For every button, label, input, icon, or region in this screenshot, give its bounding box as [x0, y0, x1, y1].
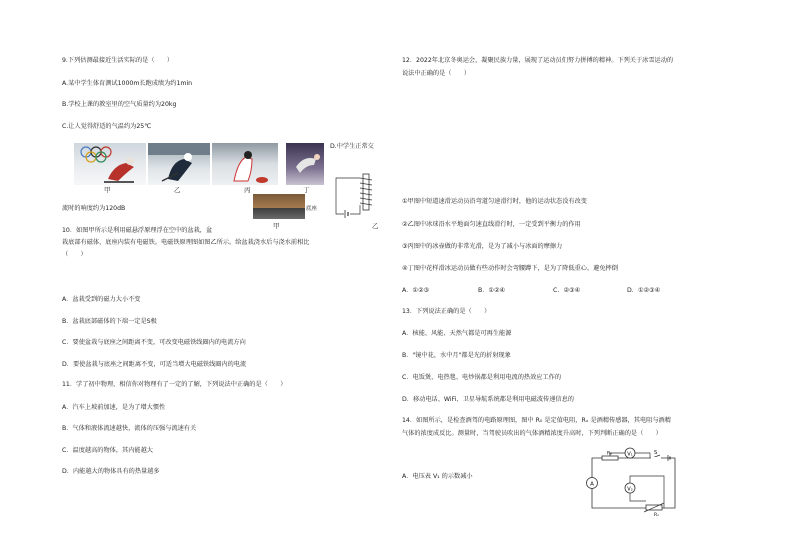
q12-option-a: A．①②③	[402, 287, 430, 294]
q11-option-c: C．温度越高的物体，其内能越大	[62, 447, 153, 454]
svg-text:S: S	[654, 450, 658, 456]
q10-stem-2: 栽底部有磁体，底座内装有电磁铁。电磁铁原理图如图乙所示。给盆栽浇水后与浇水前相比	[62, 239, 310, 246]
q12-option-c: C．②③④	[553, 287, 581, 294]
caption-yi: 乙	[174, 186, 181, 194]
q9-option-d-head: D.中学生正常交	[330, 143, 374, 150]
q12-statement-4: ④丁图中花样滑冰运动员做有些动作时会弯腰蹲下，是为了降低重心，避免摔倒	[402, 265, 618, 272]
q13-option-d: D．移动电话、WiFi、卫星导航系统都是利用电磁波传递信息的	[402, 396, 574, 403]
q12-statement-1: ①甲图中短道速滑运动员沿弯道匀速滑行时，他的运动状态没有改变	[402, 198, 587, 205]
q10-stem-3: （ ）	[62, 251, 87, 258]
q9-stem: 9.下列估测最接近生活实际的是（ ）	[62, 57, 174, 64]
q13-stem: 13．下列说法正确的是（ ）	[402, 308, 491, 315]
breathalyzer-circuit	[580, 446, 685, 516]
q10-option-b: B．盆栽底部磁体的下端一定是S极	[62, 318, 157, 325]
q14-stem-2: 气体的浓度成反比。测量时，当驾驶员吹出的气体酒精浓度升高时，下列判断正确的是（ ）	[402, 430, 662, 437]
q10-option-c: C．要使盆栽与底座之间距离不变，可改变电磁铁线圈内的电流方向	[62, 339, 246, 346]
q13-option-a: A．核能、风能、天然气都是可再生能源	[402, 330, 512, 337]
q9-option-b: B.学校上课的教室里的空气质量约为20kg	[62, 101, 177, 108]
svg-text:R₀: R₀	[607, 451, 612, 457]
caption-jia: 甲	[104, 186, 111, 194]
q12-stem-2: 说法中正确的是（ ）	[402, 70, 471, 77]
q10-option-a: A．盆栽受到的磁力大小不变	[62, 296, 141, 303]
q12-statement-2: ②乙图中冰球沿水平地面匀速直线滑行时，一定受到平衡力的作用	[402, 221, 581, 228]
q12-option-b: B．①②④	[478, 287, 506, 294]
photo-figure-skating	[286, 143, 324, 185]
label-fig-yi: 乙	[372, 222, 379, 230]
label-base: 底座	[306, 206, 318, 212]
svg-text:Rₓ: Rₓ	[654, 513, 660, 516]
q11-option-d: D．内能越大的物体具有的热量越多	[62, 468, 160, 475]
label-fig-jia: 甲	[273, 222, 280, 230]
resistor-r0	[602, 456, 618, 460]
svg-text:V₁: V₁	[627, 451, 633, 458]
caption-bing: 丙	[244, 186, 251, 194]
caption-ding: 丁	[303, 186, 310, 194]
q11-stem: 11．学了初中物理，相信你对物理有了一定的了解，下列说法中正确的是（ ）	[62, 381, 287, 388]
q12-option-d: D．①②③④	[627, 287, 661, 294]
q13-option-c: C．电饭煲、电热毯、电炒锅都是利用电流的热效应工作的	[402, 374, 562, 381]
photo-ice-hockey	[148, 143, 210, 185]
q9-option-d-tail: 流时的响度约为120dB	[62, 205, 126, 212]
svg-text:V₂: V₂	[627, 486, 633, 493]
q13-option-b: B．"镜中花，水中月"都是光的折射现象	[402, 352, 511, 359]
q12-stem-1: 12．2022年北京冬奥运会，凝聚民族力量，展现了运动员们努力拼搏的精神。下列关于冰雪运动的	[402, 57, 674, 64]
maglev-planter-photo	[253, 194, 305, 219]
q10-option-d: D．要使盆栽与底座之间距离不变，可适当增大电磁铁线圈内的电流	[62, 361, 247, 368]
q14-option-a: A．电压表 V₁ 的示数减小	[402, 473, 473, 480]
q9-option-c: C.让人觉得舒适的气温约为25℃	[62, 123, 152, 130]
q11-option-b: B．气体和液体流速越快，流体的压强与流速有关	[62, 425, 197, 432]
svg-text:A: A	[590, 481, 594, 488]
photo-curling	[212, 143, 278, 185]
electromagnet-circuit	[330, 170, 380, 230]
q10-stem-1: 10．如图甲所示是利用磁悬浮原理浮在空中的盆栽，盆	[62, 227, 213, 234]
q12-statement-3: ③丙图中的冰壶做的非常光滑，是为了减小与冰面的摩擦力	[402, 243, 563, 250]
q9-option-a: A.某中学生体育测试1000m长跑成绩为约1min	[62, 80, 193, 87]
q14-stem-1: 14．如图所示，是检查酒驾的电路原理图，图中 R₀ 是定值电阻，Rₓ 是酒精传感器，其电阻与酒精	[402, 417, 671, 424]
photo-short-track	[74, 143, 146, 185]
q11-option-a: A．汽车上坡前加速，是为了增大惯性	[62, 404, 166, 411]
